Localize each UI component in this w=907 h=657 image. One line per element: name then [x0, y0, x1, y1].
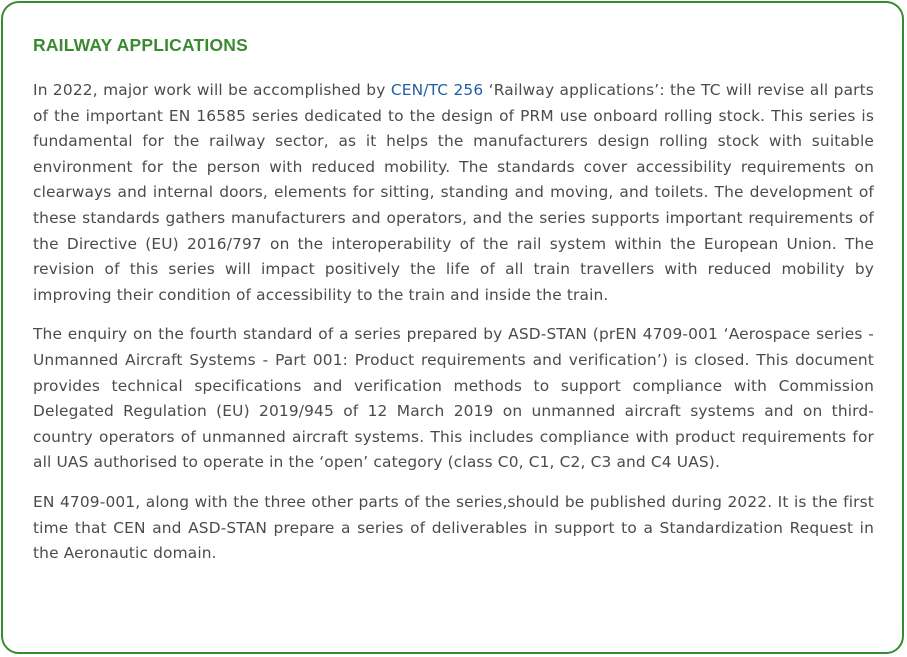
paragraph-tc256: [33, 78, 874, 308]
paragraph-asd-stan-enquiry: The enquiry on the fourth standard of a series prepared by ASD-STAN (prEN 4709-001 ‘Aerospace series - Unmanned Aircraft Systems - Part 001: Product requirements and verification’) is closed. This document provides technical specifications and verification methods to support compliance with Commission Delegated Regulation (EU) 2019/945 of 12 March 2019 on unmanned aircraft systems and on third-country operators of unmanned aircraft systems. This includes compliance with product requirements for all UAS authorised to operate in the ‘open’ category (class C0, C1, C2, C3 and C4 UAS).: [33, 325, 874, 472]
cen-tc-256-link[interactable]: CEN/TC 256: [390, 81, 484, 99]
section-heading: RAILWAY APPLICATIONS: [33, 35, 248, 55]
paragraph-tc256-body: ‘Railway applications’: the TC will revise all parts of the important EN 16585 series dedicated to the design of PRM use onboard rolling stock. This series is fundamental for the railway sector, as it helps the manufacturers design rolling stock with suitable environment for the person with reduced mobility. The standards cover accessibility requirements on clearways and internal doors, elements for sitting, standing and moving, and toilets. The development of these standards gathers manufacturers and operators, and the series supports important requirements of the Directive (EU) 2016/797 on the interoperability of the rail system within the European Union. The revision of this series will impact positively the life of all train travellers with reduced mobility by improving their condition of accessibility to the train and inside the train.: [33, 81, 874, 304]
paragraph-en4709-publication: EN 4709-001, along with the three other parts of the series,should be published during 2022. It is the first time that CEN and ASD-STAN prepare a series of deliverables in support to a Standardization Request in the Aeronautic domain.: [33, 492, 874, 563]
railway-applications-box: [1, 1, 904, 654]
paragraph-tc256-intro: In 2022, major work will be accomplished by: [33, 81, 391, 99]
